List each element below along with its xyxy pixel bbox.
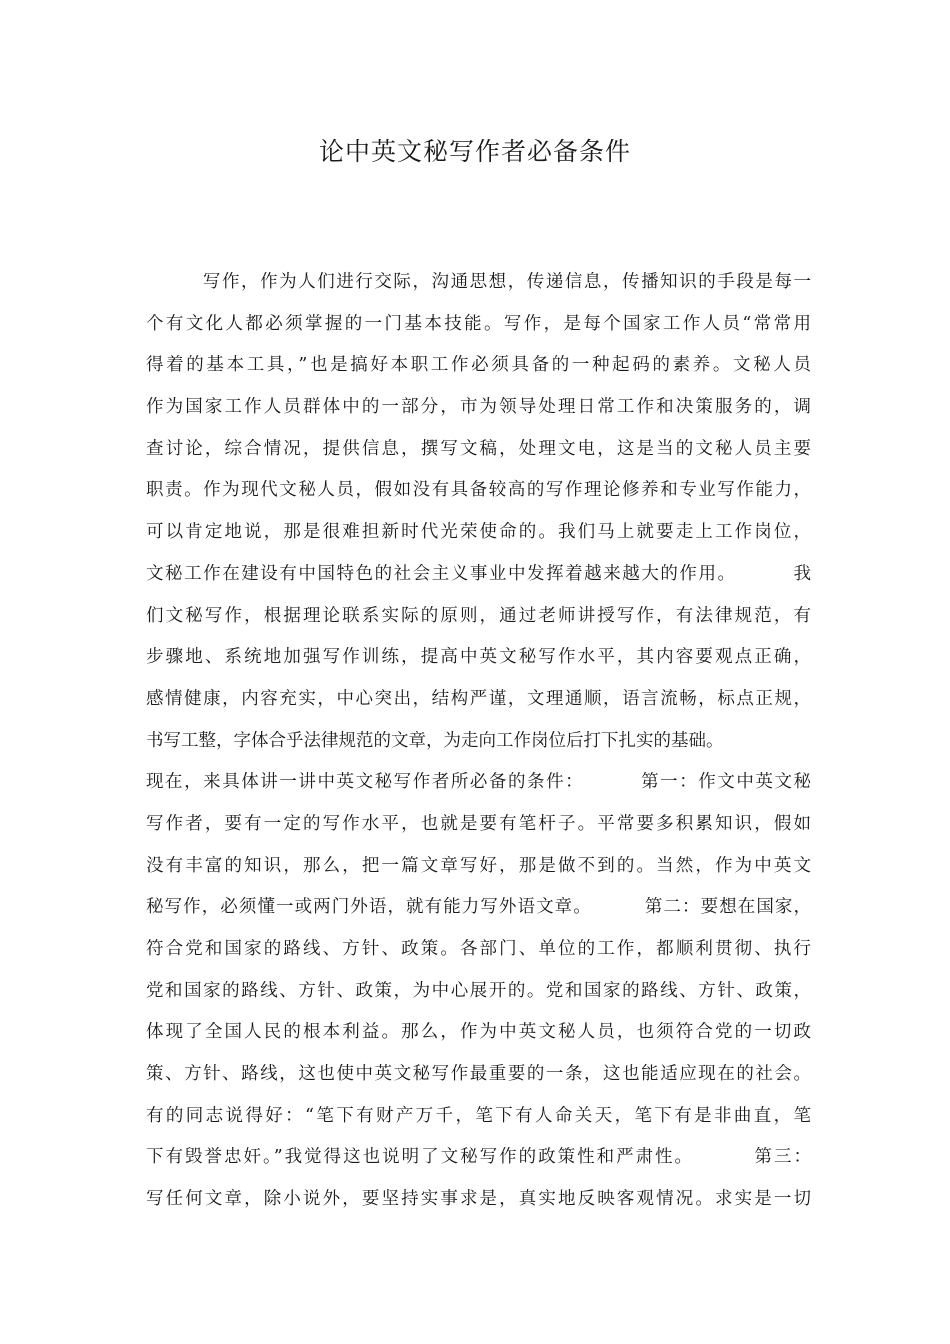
text-line: 写作，作为人们进行交际，沟通思想，传递信息，传播知识的手段是每一 bbox=[146, 272, 811, 292]
text-line: 可以肯定地说，那是很难担新时代光荣使命的。我们马上就要走上工作岗位， bbox=[146, 522, 811, 543]
text-line: 查讨论，综合情况，提供信息，撰写文稿，处理文电，这是当的文秘人员主要 bbox=[146, 438, 811, 459]
text-line: 职责。作为现代文秘人员，假如没有具备较高的写作理论修养和专业写作能力， bbox=[146, 480, 811, 501]
text-line: 步骤地、系统地加强写作训练，提高中英文秘写作水平，其内容要观点正确， bbox=[146, 647, 811, 668]
page-title: 论中英文秘写作者必备条件 bbox=[318, 137, 631, 166]
text-line: 们文秘写作，根据理论联系实际的原则，通过老师讲授写作，有法律规范，有 bbox=[146, 605, 811, 626]
text-line: 感情健康，内容充实，中心突出，结构严谨，文理通顺，语言流畅，标点正规， bbox=[146, 688, 811, 709]
body-text bbox=[146, 262, 811, 1221]
text-line: 下有毁誉忠奸。”我觉得这也说明了文秘写作的政策性和严肃性。 第三： bbox=[146, 1147, 811, 1168]
text-line: 文秘工作在建设有中国特色的社会主义事业中发挥着越来越大的作用。 我 bbox=[146, 563, 811, 584]
text-line: 体现了全国人民的根本利益。那么，作为中英文秘人员，也须符合党的一切政 bbox=[146, 1022, 811, 1043]
text-line: 得着的基本工具，”也是搞好本职工作必须具备的一种起码的素养。文秘人员 bbox=[146, 355, 811, 376]
text-line: 符合党和国家的路线、方针、政策。各部门、单位的工作，都顺利贯彻、执行 bbox=[146, 939, 811, 959]
text-line: 策、方针、路线，这也使中英文秘写作最重要的一条，这也能适应现在的社会。 bbox=[146, 1064, 811, 1085]
text-line: 秘写作，必须懂一或两门外语，就有能力写外语文章。 第二：要想在国家， bbox=[146, 897, 811, 918]
text-line: 有的同志说得好：“笔下有财产万千，笔下有人命关天，笔下有是非曲直，笔 bbox=[146, 1105, 811, 1126]
text-line: 作为国家工作人员群体中的一部分，市为领导处理日常工作和决策服务的，调 bbox=[146, 397, 811, 418]
text-line: 个有文化人都必须掌握的一门基本技能。写作，是每个国家工作人员“常常用 bbox=[146, 313, 811, 334]
text-line: 书写工整，字体合乎法律规范的文章，为走向工作岗位后打下扎实的基础。 bbox=[146, 730, 724, 751]
text-line: 没有丰富的知识，那么，把一篇文章写好，那是做不到的。当然，作为中英文 bbox=[146, 855, 811, 876]
text-line: 现在，来具体讲一讲中英文秘写作者所必备的条件： 第一：作文中英文秘 bbox=[146, 772, 811, 793]
text-line: 写任何文章，除小说外，要坚持实事求是，真实地反映客观情况。求实是一切 bbox=[146, 1189, 811, 1210]
text-line: 党和国家的路线、方针、政策，为中心展开的。党和国家的路线、方针、政策， bbox=[146, 980, 811, 1001]
text-line: 写作者，要有一定的写作水平，也就是要有笔杆子。平常要多积累知识，假如 bbox=[146, 813, 811, 834]
